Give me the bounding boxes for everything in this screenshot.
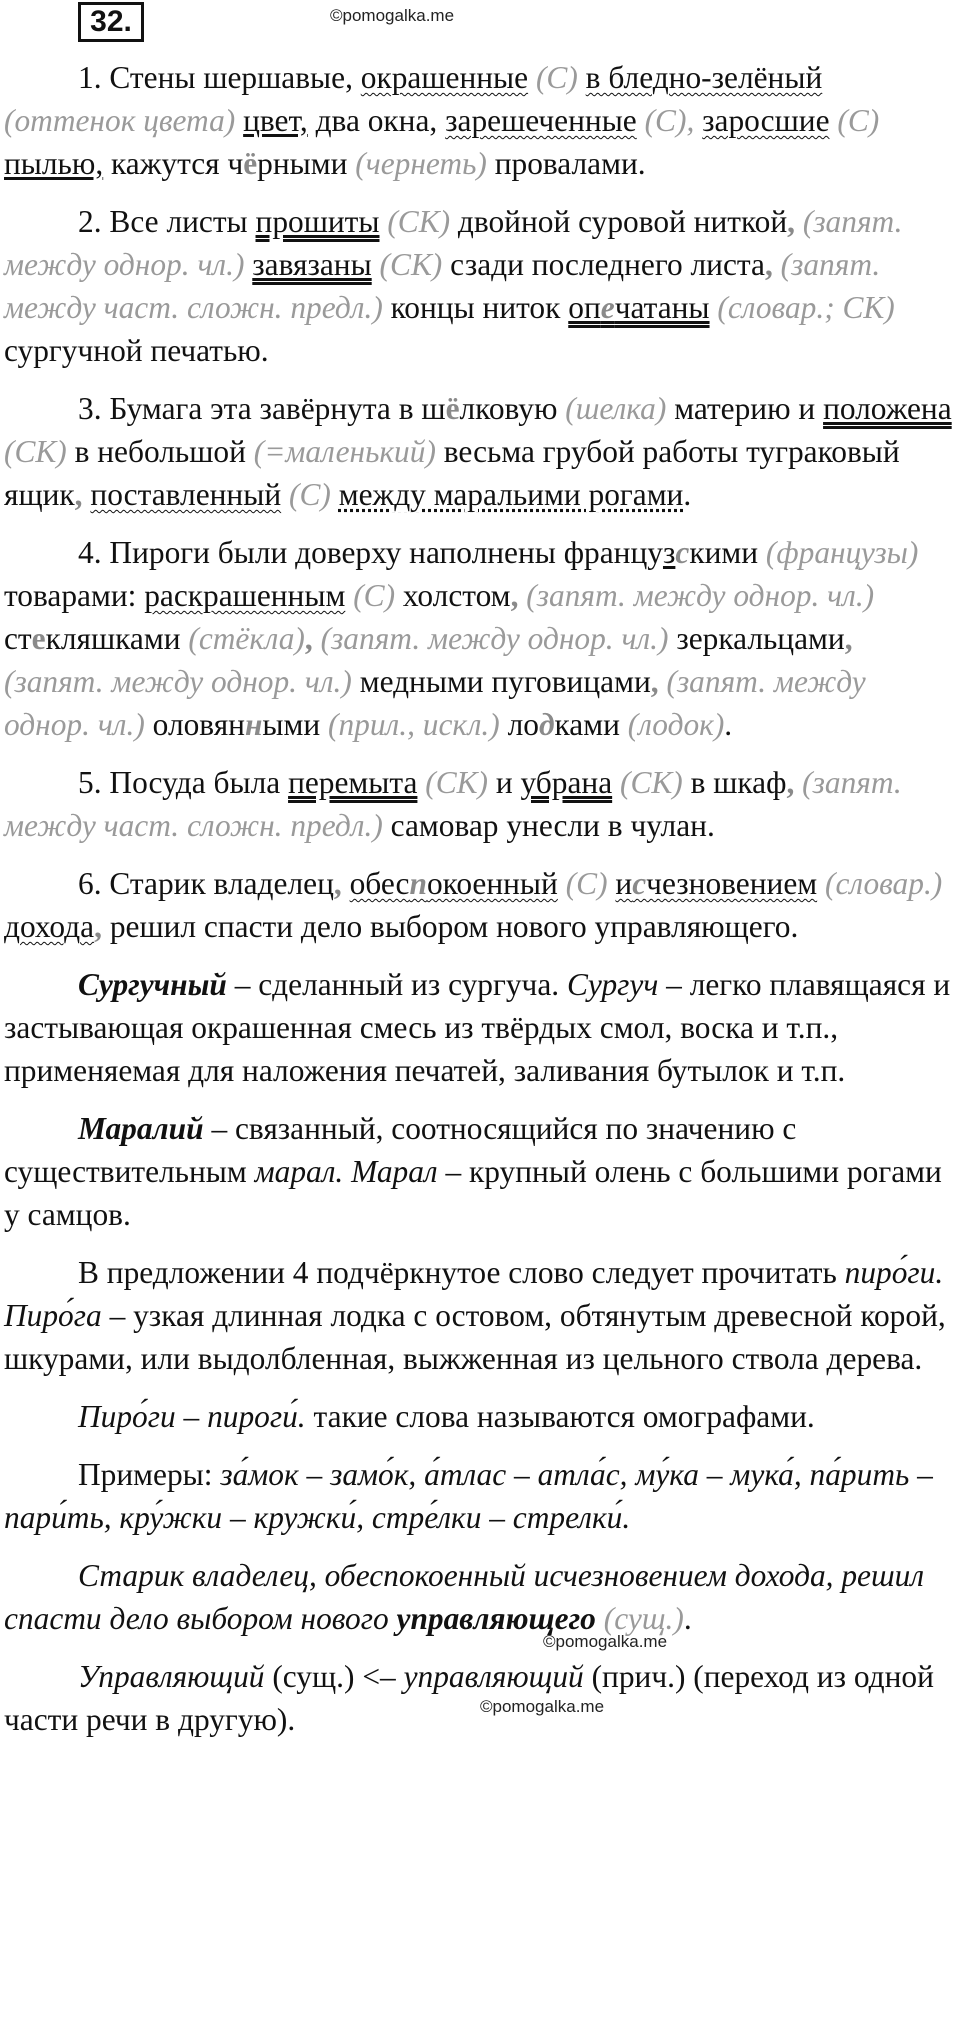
watermark: ©pomogalka.me <box>330 6 455 25</box>
note-sentence-6: Старик владелец, обеспокоенный исчезновением дохода, решил спасти дело выбором нового управляющего (сущ.). <box>4 1558 925 1636</box>
watermark: ©pomogalka.me <box>480 1697 605 1716</box>
sentence-3: 3. Бумага эта завёрнута в шёлковую (шелка) материю и положена (СК) в небольшой (=маленький) весьма грубой работы туграковый ящик, поставленный (С) между маральими рогами. <box>4 391 952 512</box>
sentence-1: 1. Стены шершавые, окрашенные (С) в бледно-зелёный (оттенок цвета) цвет, два окна, зарешеченные (С), заросшие (С) пылью, кажутся чёрными (чернеть) провалами. <box>4 60 880 181</box>
sentence-4: 4. Пироги были доверху наполнены французскими (французы) товарами: раскрашенным (С) холстом, (запят. между однор. чл.) стекляшками (стёкла), (запят. между однор. чл.) зеркальцами, (запят. между однор. чл.) медными пуговицами, (запят. между однор. чл.) оловянными (прил., искл.) лодками (лодок). <box>4 535 919 742</box>
exercise-number: 32. <box>78 2 144 42</box>
watermark: ©pomogalka.me <box>543 1632 668 1651</box>
definition-maraliy: Маралий – связанный, соотносящийся по значению с существительным марал. Марал – крупный олень с большими рогами у самцов. <box>4 1111 942 1232</box>
sentence-6: 6. Старик владелец, обеспокоенный (С) исчезновением (словар.) дохода, решил спасти дело выбором нового управляющего. <box>4 866 943 944</box>
exercise-content <box>4 56 954 1756</box>
note-homographs: Пиро́ги – пироги́. такие слова называются омографами. <box>78 1399 815 1434</box>
note-piroga: В предложении 4 подчёркнутое слово следует прочитать пиро́ги. Пиро́га – узкая длинная лодка с остовом, обтянутым древесной корой, шкурами, или выдолбленная, выжженная из цельного ствола дерева. <box>4 1255 946 1376</box>
sentence-5: 5. Посуда была перемыта (СК) и убрана (СК) в шкаф, (запят. между част. сложн. предл.) самовар унесли в чулан. <box>4 765 902 843</box>
sentence-2: 2. Все листы прошиты (СК) двойной суровой ниткой, (запят. между однор. чл.) завязаны (СК) сзади последнего листа, (запят. между част. сложн. предл.) концы ниток опечатаны (словар.; СК) сургучной печатью. <box>4 204 903 368</box>
note-conversion: Управляющий (сущ.) <– управляющий (прич.) (переход из одной части речи в другую). <box>4 1659 934 1737</box>
definition-surguchny: Сургучный – сделанный из сургуча. Сургуч – легко плавящаяся и застывающая окрашенная смесь из твёрдых смол, воска и т.п., применяемая для наложения печатей, заливания бутылок и т.п. <box>4 967 951 1088</box>
note-examples: Примеры: за́мок – замо́к, а́тлас – атла́с, му́ка – мука́, па́рить – пари́ть, кру́жки – кружки́, стре́лки – стрелки́. <box>4 1457 933 1535</box>
